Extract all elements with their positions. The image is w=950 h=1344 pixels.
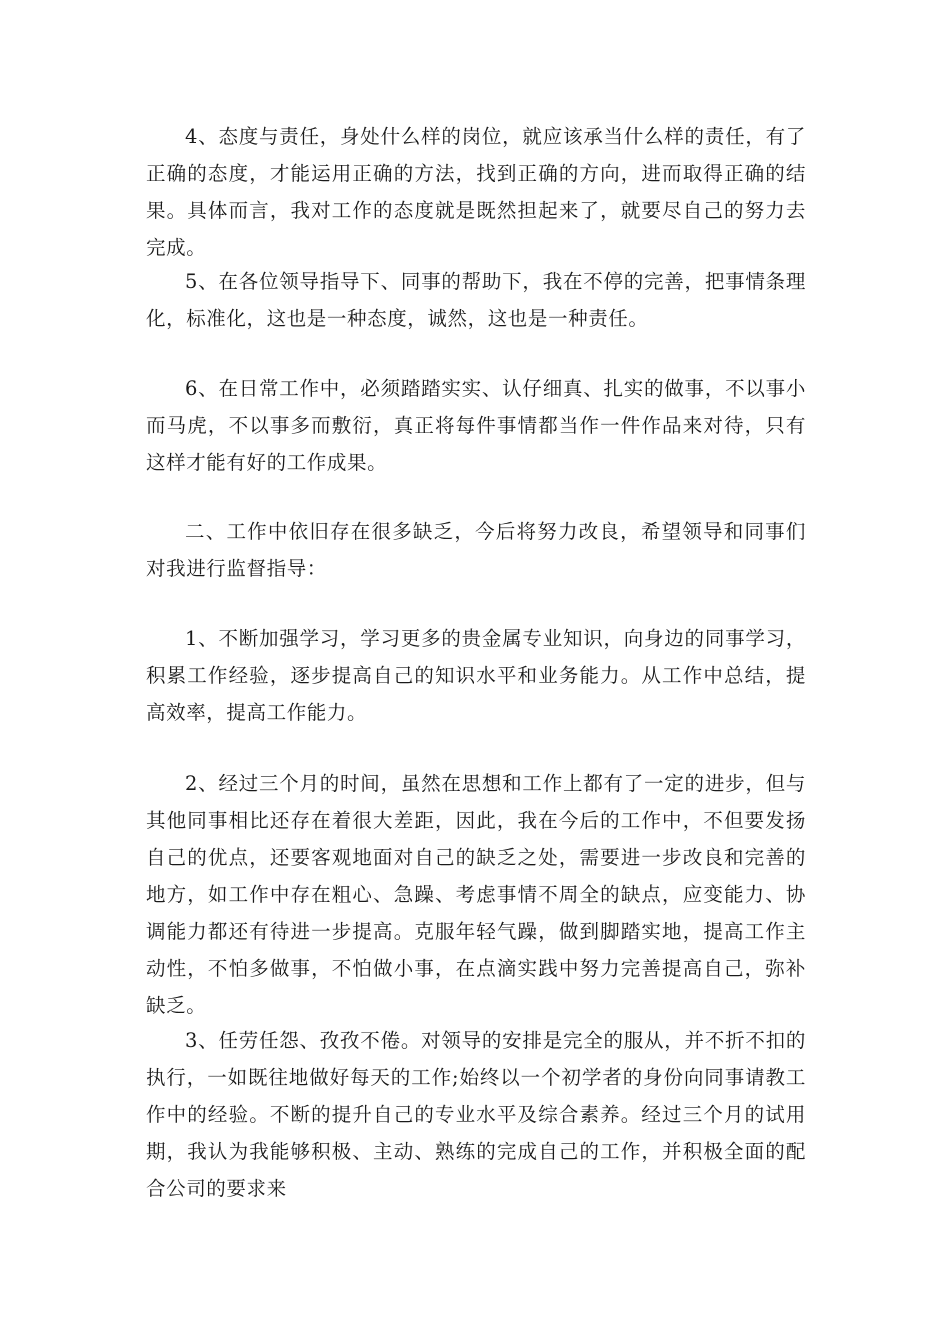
- section-heading-shortcomings: 二、工作中依旧存在很多缺乏，今后将努力改良，希望领导和同事们对我进行监督指导：: [146, 520, 806, 580]
- paragraph-continuous-learning: 1、不断加强学习，学习更多的贵金属专业知识，向身边的同事学习，积累工作经验，逐步提高自己的知识水平和业务能力。从工作中总结，提高效率，提高工作能力。: [146, 627, 806, 724]
- paragraph-attitude-responsibility: 4、态度与责任，身处什么样的岗位，就应该承当什么样的责任，有了正确的态度，才能运用正确的方法，找到正确的方向，进而取得正确的结果。具体而言，我对工作的态度就是既然担起来了，就要尽自己的努力去完成。: [146, 125, 806, 259]
- paragraph-progress-gaps: 2、经过三个月的时间，虽然在思想和工作上都有了一定的进步，但与其他同事相比还存在着很大差距，因此，我在今后的工作中，不但要发扬自己的优点，还要客观地面对自己的缺乏之处，需要进一步改良和完善的地方，如工作中存在粗心、急躁、考虑事情不周全的缺点，应变能力、协调能力都还有待进一步提高。克服年轻气躁，做到脚踏实地，提高工作主动性，不怕多做事，不怕做小事，在点滴实践中努力完善提高自己，弥补缺乏。: [146, 772, 806, 1017]
- paragraph-diligence: 3、任劳任怨、孜孜不倦。对领导的安排是完全的服从，并不折不扣的执行，一如既往地做好每天的工作;始终以一个初学者的身份向同事请教工作中的经验。不断的提升自己的专业水平及综合素养。经过三个月的试用期，我认为我能够积极、主动、熟练的完成自己的工作，并积极全面的配合公司的要求来: [146, 1029, 806, 1200]
- paragraph-daily-work: 6、在日常工作中，必须踏踏实实、认仔细真、扎实的做事，不以事小而马虎，不以事多而敷衍，真正将每件事情都当作一件作品来对待，只有这样才能有好的工作成果。: [146, 377, 806, 474]
- paragraph-standardization: 5、在各位领导指导下、同事的帮助下，我在不停的完善，把事情条理化，标准化，这也是一种态度，诚然，这也是一种责任。: [146, 270, 806, 330]
